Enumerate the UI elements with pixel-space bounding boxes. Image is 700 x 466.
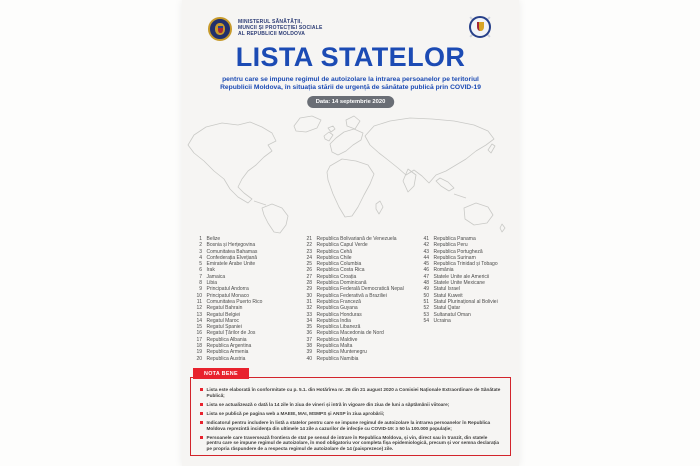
- country-number: 48: [423, 280, 429, 287]
- country-name: Republica Peru: [433, 242, 468, 249]
- country-number: 24: [306, 254, 312, 261]
- country-number: 4: [199, 254, 202, 261]
- bullet-square-icon: [200, 421, 203, 424]
- country-name: Republica Argentina: [206, 343, 252, 350]
- country-number: 43: [423, 248, 429, 255]
- country-number: 41: [423, 236, 429, 242]
- nota-bene-box: [190, 377, 511, 456]
- country-number: 28: [306, 280, 312, 287]
- country-name: Republica Franceză: [316, 298, 361, 305]
- country-number: 18: [196, 343, 202, 350]
- country-number: 46: [423, 267, 429, 274]
- country-name: Republica India: [316, 317, 351, 324]
- poster: [182, 0, 519, 466]
- country-name: Republica Guyana: [316, 305, 358, 312]
- country-number: 16: [196, 330, 202, 337]
- country-number: 34: [306, 317, 312, 324]
- country-name: Republica Surinam: [433, 254, 476, 261]
- nota-bene-text: Indicatorul pentru includere în listă a statelor pentru care se impune regimul de autoizolare la intrarea persoanelor în Republica Moldova reprezintă incidența din ultimele 14 zile a cazurilor de infecție cu COVID-19: ≥ 50 la 100.000 populație;: [206, 419, 491, 431]
- country-name: Statele Unite ale Americii: [433, 273, 490, 280]
- ministry-seal-icon: [208, 17, 232, 41]
- country-name: Republica Armenia: [206, 349, 249, 356]
- country-name: Regatul Țărilor de Jos: [206, 330, 256, 337]
- country-name: Republica Albania: [206, 336, 247, 343]
- emblem-coat-of-arms: [477, 22, 484, 31]
- country-name: Statul Qatar: [433, 305, 461, 312]
- bullet-square-icon: [200, 403, 203, 406]
- country-number: 23: [306, 248, 312, 255]
- country-number: 53: [423, 311, 429, 318]
- country-row: [303, 356, 420, 362]
- country-number: 11: [196, 298, 202, 305]
- country-number: 21: [306, 236, 312, 242]
- country-number: 6: [199, 267, 202, 274]
- nota-bene-bullet: [200, 420, 501, 431]
- country-name: Republica Honduras: [316, 311, 362, 318]
- country-number: 1: [199, 236, 202, 242]
- country-number: 52: [423, 305, 429, 312]
- ministry-name: [238, 19, 358, 38]
- country-number: 47: [423, 273, 429, 280]
- nota-bene-text: Lista se publică pe pagina web a MAEIE, MAI, MSMPS și ANSP în ziua aprobării;: [206, 410, 385, 416]
- agency-emblem-icon: [466, 13, 494, 41]
- country-name: Statele Unite Mexicane: [433, 280, 485, 287]
- country-number: 14: [196, 317, 202, 324]
- country-number: 40: [306, 355, 312, 362]
- country-column: [420, 236, 524, 362]
- country-number: 37: [306, 336, 312, 343]
- country-name: Libia: [206, 280, 218, 287]
- nota-bene-text: Lista se actualizează o dată la 14 zile în ziua de vineri și intră în vigoare din ziua de luni a săptămânii viitoare;: [206, 401, 450, 407]
- country-name: Irak: [206, 267, 215, 274]
- ministry-name-line2: MUNCII ȘI PROTECȚIEI SOCIALE: [238, 25, 323, 32]
- country-number: 30: [306, 292, 312, 299]
- country-name: Belize: [206, 236, 221, 242]
- page-subtitle: pentru care se impune regimul de autoizolare la intrarea persoanelor pe teritoriul Republicii Moldova, în situația stării de urgență de sănătate publică prin COVID-19: [220, 76, 481, 92]
- country-number: 36: [306, 330, 312, 337]
- country-name: Principatul Andorra: [206, 286, 249, 293]
- country-name: Republica Dominicană: [316, 280, 367, 287]
- country-name: Statul Plurinațional al Boliviei: [433, 298, 498, 305]
- country-name: Republica Federală Democratică Nepal: [316, 286, 404, 293]
- country-name: Regatul Belgiei: [206, 311, 241, 318]
- country-number: 17: [196, 336, 202, 343]
- country-name: Republica Capul Verde: [316, 242, 368, 249]
- country-number: 26: [306, 267, 312, 274]
- country-name: Regatul Bahrain: [206, 305, 243, 312]
- country-number: 25: [306, 261, 312, 268]
- country-name: Republica Trinidad și Tobago: [433, 261, 498, 268]
- nota-bene-text: Persoanele care traversează frontiera de stat pe sensul de intrare în Republica Moldova, și vin, direct sau în tranzit, din statele pentru care se impune regimul de autoizolare, în mod obligatoriu vor completa fișa epidemiologică, precum și vor semna declarația pe propria răspundere de a respecta regimul de autoizolare de 14 (paisprezece) zile.: [206, 434, 500, 452]
- country-number: 49: [423, 286, 429, 293]
- page-title: LISTA STATELOR: [235, 42, 466, 72]
- country-number: 8: [199, 280, 202, 287]
- country-number: 45: [423, 261, 429, 268]
- country-number: 42: [423, 242, 429, 249]
- country-name: Comunitatea Puerto Rico: [206, 298, 263, 305]
- country-number: 31: [306, 298, 312, 305]
- nota-bene-bullet: [200, 387, 501, 398]
- country-name: Republica Namibia: [316, 355, 359, 362]
- ministry-name-line1: MINISTERUL SĂNĂTĂȚII,: [238, 19, 303, 25]
- country-name: Republica Malta: [316, 343, 353, 350]
- country-number: 39: [306, 349, 312, 356]
- country-number: 12: [196, 305, 202, 312]
- country-column: [303, 236, 420, 362]
- bullet-square-icon: [200, 412, 203, 415]
- country-name: Republica Macedonia de Nord: [316, 330, 384, 337]
- country-name: Republica Federativă a Braziliei: [316, 292, 387, 299]
- date-badge: Data: 14 septembrie 2020: [307, 96, 395, 108]
- country-name: Statul Israel: [433, 286, 460, 293]
- country-name: Ucraina: [433, 317, 451, 324]
- country-name: Republica Panama: [433, 236, 476, 242]
- seal-coat-of-arms: [218, 26, 223, 33]
- country-name: Republica Croația: [316, 273, 357, 280]
- country-number: 10: [196, 292, 202, 299]
- country-name: Republica Chile: [316, 254, 352, 261]
- country-name: Republica Maldive: [316, 336, 358, 343]
- country-name: Republica Columbia: [316, 261, 362, 268]
- country-name: România: [433, 267, 454, 274]
- country-number: 2: [199, 242, 202, 249]
- country-name: Emiratele Arabe Unite: [206, 261, 256, 268]
- country-name: Regatul Maroc: [206, 317, 240, 324]
- country-name: Comunitatea Bahamas: [206, 248, 258, 255]
- world-map: [182, 111, 519, 235]
- country-name: Principatul Monaco: [206, 292, 250, 299]
- country-number: 3: [199, 248, 202, 255]
- country-number: 20: [196, 355, 202, 362]
- country-number: 22: [306, 242, 312, 249]
- country-name: Republica Austria: [206, 355, 246, 362]
- nota-bene-bullet: [200, 411, 501, 417]
- country-number: 32: [306, 305, 312, 312]
- nota-bene-label: NOTA BENE: [193, 368, 249, 379]
- country-number: 5: [199, 261, 202, 268]
- bullet-square-icon: [200, 436, 203, 439]
- country-name: Republica Cehă: [316, 248, 353, 255]
- country-number: 50: [423, 292, 429, 299]
- country-number: 54: [423, 317, 429, 324]
- country-list: [193, 236, 524, 362]
- country-name: Regatul Spaniei: [206, 324, 242, 331]
- country-number: 7: [199, 273, 202, 280]
- country-name: Jamaica: [206, 273, 226, 280]
- bullet-square-icon: [200, 388, 203, 391]
- country-row: [193, 356, 303, 362]
- country-name: Republica Portugheză: [433, 248, 483, 255]
- country-number: 38: [306, 343, 312, 350]
- country-number: 19: [196, 349, 202, 356]
- country-number: 13: [196, 311, 202, 318]
- country-number: 27: [306, 273, 312, 280]
- nota-bene-bullet: [200, 435, 501, 452]
- country-number: 35: [306, 324, 312, 331]
- country-row: [420, 318, 524, 324]
- country-name: Republica Costa Rica: [316, 267, 365, 274]
- country-number: 29: [306, 286, 312, 293]
- country-number: 15: [196, 324, 202, 331]
- country-number: 51: [423, 298, 429, 305]
- nota-bene-bullet: [200, 402, 501, 408]
- ministry-name-line3: AL REPUBLICII MOLDOVA: [238, 31, 306, 38]
- country-column: [193, 236, 303, 362]
- country-number: 44: [423, 254, 429, 261]
- nota-bene-text: Lista este elaborată în conformitate cu p. 5.1. din Hotărîrea nr. 26 din 21 august 2020 a Comisiei Naționale Extraordinare de Sănătate Publică;: [206, 387, 501, 398]
- country-name: Republica Bolivariană de Venezuela: [316, 236, 397, 242]
- country-name: Confederația Elvețiană: [206, 254, 258, 261]
- country-number: 9: [199, 286, 202, 293]
- country-name: Republica Muntenegru: [316, 349, 367, 356]
- country-name: Republica Libaneză: [316, 324, 361, 331]
- country-number: 33: [306, 311, 312, 318]
- country-name: Statul Kuweit: [433, 292, 463, 299]
- country-name: Bosnia și Herțegovina: [206, 242, 256, 249]
- country-name: Sultanatul Oman: [433, 311, 471, 318]
